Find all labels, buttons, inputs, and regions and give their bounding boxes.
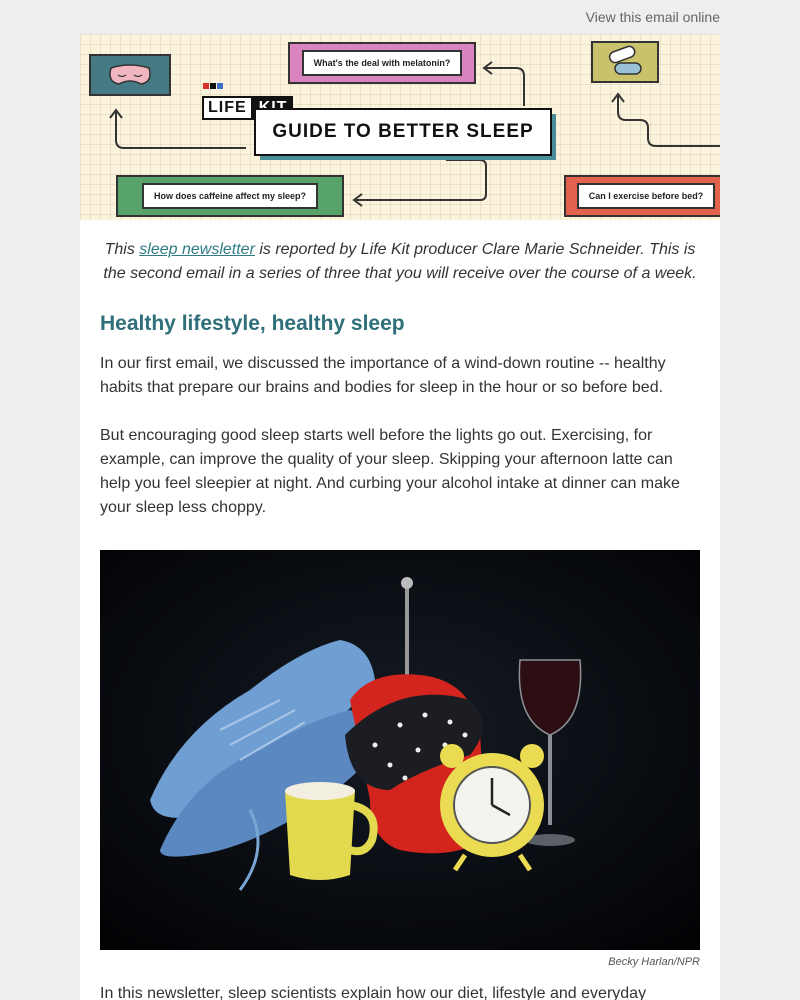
view-online-link[interactable]: View this email online bbox=[585, 9, 720, 25]
exercise-question-card[interactable] bbox=[564, 175, 720, 217]
banner-title: GUIDE TO BETTER SLEEP bbox=[254, 108, 552, 156]
melatonin-question: What's the deal with melatonin? bbox=[302, 50, 463, 76]
caffeine-question: How does caffeine affect my sleep? bbox=[142, 183, 318, 209]
paragraph-1: In our first email, we discussed the importance of a wind-down routine -- healthy habits that prepare our brains and bodies for sleep in the hour or so before bed. bbox=[100, 355, 666, 396]
paragraph-3: In this newsletter, sleep scientists explain how our diet, lifestyle and everyday bbox=[100, 985, 647, 1000]
sleep-items-photo bbox=[100, 550, 700, 950]
email-body bbox=[80, 34, 720, 1000]
sleep-mask-icon bbox=[91, 56, 169, 94]
photo-illustration bbox=[100, 550, 700, 950]
intro-after: is reported by Life Kit producer Clare Marie Schneider. This is the second email in a series of three that you will receive over the course of a week. bbox=[103, 241, 697, 282]
header-banner bbox=[80, 34, 720, 220]
intro-text bbox=[100, 238, 700, 286]
paragraph-2: But encouraging good sleep starts well before the lights go out. Exercising, for example, can improve the quality of your sleep. Skipping your afternoon latte can help you feel sleepier at night. And curbing your alcohol intake at dinner can make your sleep less choppy. bbox=[100, 427, 680, 516]
section-title: Healthy lifestyle, healthy sleep bbox=[100, 312, 405, 335]
top-bar bbox=[0, 0, 800, 34]
pills-icon bbox=[593, 43, 657, 81]
caffeine-question-card[interactable] bbox=[116, 175, 344, 217]
intro-before: This bbox=[104, 241, 140, 258]
photo-caption: Becky Harlan/NPR bbox=[608, 956, 700, 968]
pills-illustration bbox=[591, 41, 659, 83]
logo-life: LIFE bbox=[202, 96, 253, 120]
sleep-newsletter-link[interactable]: sleep newsletter bbox=[139, 241, 255, 258]
npr-logo bbox=[203, 83, 223, 89]
sleep-mask-illustration bbox=[89, 54, 171, 96]
exercise-question: Can I exercise before bed? bbox=[577, 183, 716, 209]
melatonin-question-card[interactable] bbox=[288, 42, 476, 84]
